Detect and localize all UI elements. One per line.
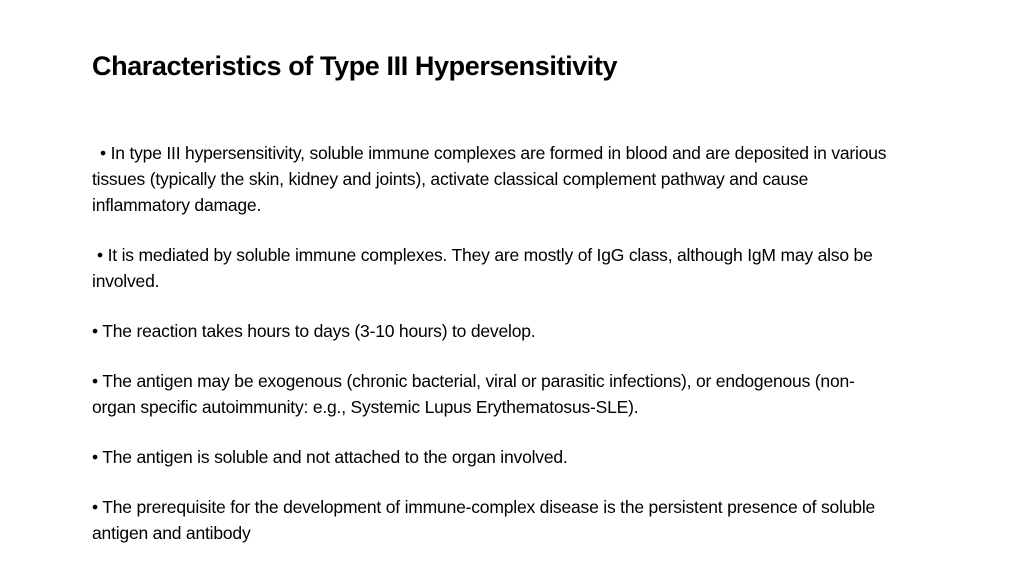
bullet-item: • The antigen may be exogenous (chronic bacterial, viral or parasitic infections), or endogenous (non-organ specific autoimmunity: e.g., Systemic Lupus Erythematosus-SLE). <box>92 371 855 417</box>
bullet-item: • The reaction takes hours to days (3-10 hours) to develop. <box>92 321 536 341</box>
bullet-item: • In type III hypersensitivity, soluble immune complexes are formed in blood and are deposited in various tissues (typically the skin, kidney and joints), activate classical complement pathway and cause inflammatory damage. <box>92 143 887 215</box>
bullet-item: • The prerequisite for the development of immune-complex disease is the persistent presence of soluble antigen and antibody <box>92 497 876 543</box>
slide-title: Characteristics of Type III Hypersensitivity <box>92 51 618 81</box>
bullet-item: • The antigen is soluble and not attached to the organ involved. <box>92 447 568 467</box>
bullet-list <box>92 140 892 570</box>
bullet-item: • It is mediated by soluble immune complexes. They are mostly of IgG class, although IgM may also be involved. <box>92 245 873 291</box>
